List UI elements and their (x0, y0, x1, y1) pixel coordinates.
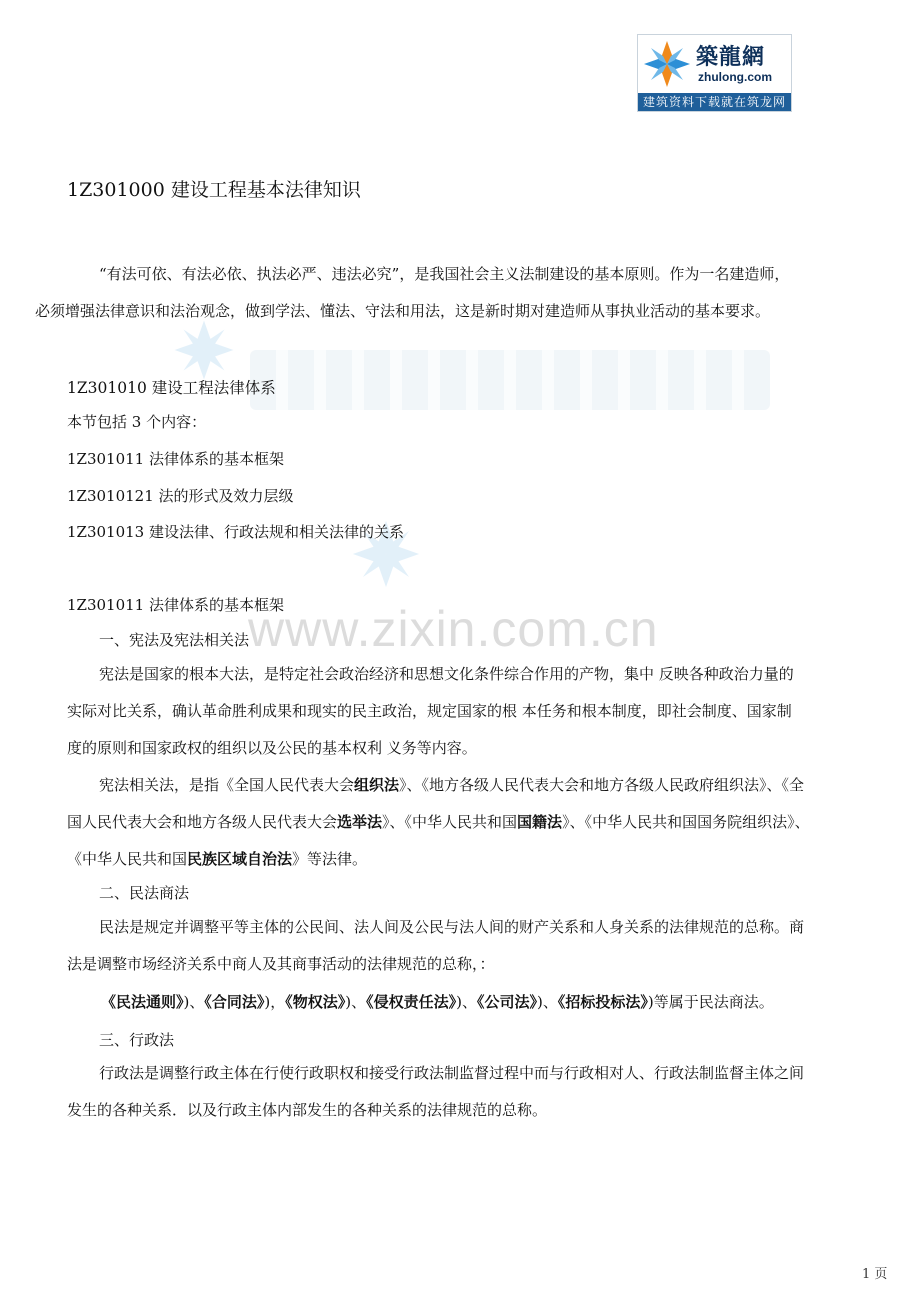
law-name-bold: 《物权法》 (285, 993, 346, 1011)
law-name-bold: 民族区域自治法 (187, 850, 293, 868)
heading-constitution: 一、宪法及宪法相关法 (99, 631, 250, 649)
civil-line-2: 法是调整市场经济关系中商人及其商事活动的法律规范的总称，： (67, 955, 495, 973)
page-number: 1 页 (862, 1267, 888, 1282)
law-name-bold: 组织法 (354, 776, 400, 794)
watermark-text: www.zixin.com.cn (248, 601, 659, 657)
law-name-bold: 《侵权责任法》 (366, 993, 457, 1011)
related-text: 国人民代表大会和地方各级人民代表大会 (67, 813, 338, 831)
related-text: 》、《地方各级人民代表大会和地方各级人民政府组织法》、《全 (399, 776, 805, 794)
separator: )、 (345, 993, 367, 1011)
related-law-line-1 (67, 767, 862, 804)
related-text: 《中华人民共和国 (67, 850, 188, 868)
related-law-paragraph (67, 767, 862, 878)
document-title: 1Z301000 建设工程基本法律知识 (67, 179, 361, 201)
section-note: 本节包括 3 个内容： (67, 413, 207, 431)
heading-civil: 二、民法商法 (99, 884, 190, 902)
separator: )等属于民法商法。 (647, 993, 774, 1011)
related-text: 》、《中华人民共和国 (382, 813, 518, 831)
zhulong-flower-icon (642, 39, 692, 89)
related-text: 》、《中华人民共和国国务院组织法》、 (562, 813, 810, 831)
civil-paragraph (67, 909, 862, 983)
separator: )， (264, 993, 286, 1011)
heading-admin: 三、行政法 (99, 1031, 175, 1049)
civil-line-1: 民法是规定并调整平等主体的公民间、法人间及公民与法人间的财产关系和人身关系的法律规范的总称。商 (99, 918, 805, 936)
section-title: 1Z301010 建设工程法律体系 (67, 379, 276, 397)
intro-line-2: 必须增强法律意识和法治观念，做到学法、懂法、守法和用法，这是新时期对建造师从事执业活动的基本要求。 (35, 302, 771, 320)
logo-domain: zhulong.com (698, 70, 772, 84)
constitution-paragraph (67, 656, 862, 767)
logo-slogan: 建筑资料下载就在筑龙网 (638, 93, 791, 111)
law-name-bold: 《招标投标法》 (557, 993, 648, 1011)
toc-item-1: 1Z301011 法律体系的基本框架 (67, 450, 284, 468)
separator: )、 (183, 993, 205, 1011)
law-name-bold: 《民法通则》 (101, 993, 184, 1011)
logo-chinese-name: 築龍網 (696, 44, 766, 70)
zhulong-logo (637, 34, 792, 112)
law-name-bold: 国籍法 (517, 813, 563, 831)
toc-item-2: 1Z3010121 法的形式及效力层级 (67, 487, 294, 505)
constitution-line-1: 宪法是国家的根本大法，是特定社会政治经济和思想文化条件综合作用的产物，集中 反映各种政治力量的 (99, 665, 794, 683)
intro-paragraph (35, 256, 862, 330)
admin-paragraph (67, 1055, 862, 1129)
civil-law-list (101, 991, 774, 1012)
intro-line-1: “有法可依、有法必依、执法必严、违法必究”，是我国社会主义法制建设的基本原则。作为一名建造师， (99, 265, 790, 283)
law-name-bold: 《公司法》 (477, 993, 538, 1011)
admin-line-2: 发生的各种关系．以及行政主体内部发生的各种关系的法律规范的总称。 (67, 1101, 548, 1119)
constitution-line-3: 度的原则和国家政权的组织以及公民的基本权利 义务等内容。 (67, 739, 477, 757)
watermark-band (250, 350, 770, 410)
separator: )、 (537, 993, 558, 1011)
related-text: 》等法律。 (292, 850, 368, 868)
related-law-line-2 (67, 804, 862, 841)
toc-item-3: 1Z301013 建设法律、行政法规和相关法律的关系 (67, 523, 404, 541)
constitution-line-2: 实际对比关系，确认革命胜利成果和现实的民主政治，规定国家的根 本任务和根本制度，即社会制度、国家制 (67, 702, 792, 720)
law-name-bold: 选举法 (337, 813, 383, 831)
admin-line-1: 行政法是调整行政主体在行使行政职权和接受行政法制监督过程中而与行政相对人、行政法制监督主体之间 (99, 1064, 805, 1082)
separator: )、 (456, 993, 477, 1011)
law-name-bold: 《合同法》 (204, 993, 265, 1011)
related-text: 宪法相关法，是指《全国人民代表大会 (99, 776, 355, 794)
related-law-line-3 (67, 841, 862, 878)
subsection-title: 1Z301011 法律体系的基本框架 (67, 596, 284, 614)
